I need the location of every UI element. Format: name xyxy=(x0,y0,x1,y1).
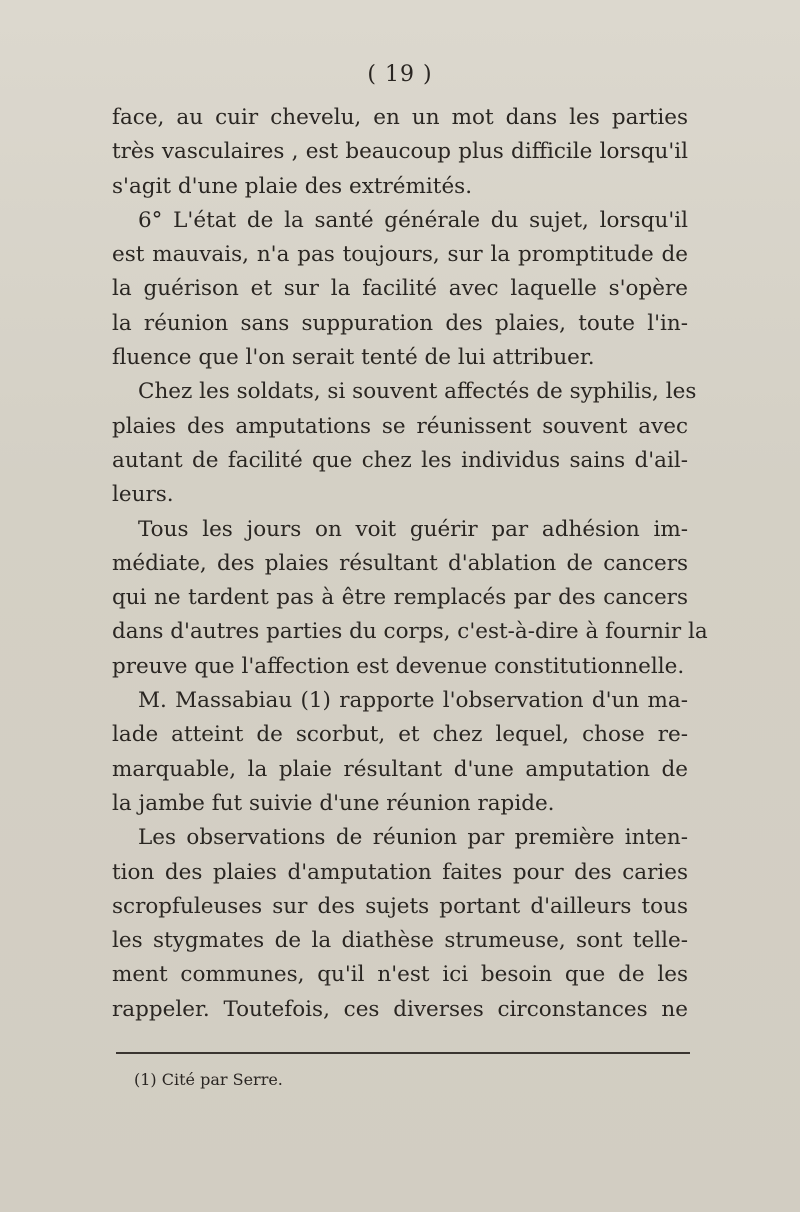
text-line: 6° L'état de la santé générale du sujet, lorsqu'il xyxy=(138,207,688,233)
footnote-separator xyxy=(116,1052,690,1054)
text-line: ment communes, qu'il n'est ici besoin que de les xyxy=(112,962,688,988)
text-line: lade atteint de scorbut, et chez lequel, chose re- xyxy=(112,722,688,748)
text-line: leurs. xyxy=(112,482,174,508)
text-line: qui ne tardent pas à être remplacés par des cancers xyxy=(112,585,688,611)
text-line: Tous les jours on voit guérir par adhésion im- xyxy=(138,516,688,542)
text-line: rappeler. Toutefois, ces diverses circonstances ne xyxy=(112,996,688,1022)
text-line: la guérison et sur la facilité avec laquelle s'opère xyxy=(112,276,688,302)
text-line: plaies des amputations se réunissent souvent avec xyxy=(112,413,688,439)
text-line: la jambe fut suivie d'une réunion rapide. xyxy=(112,790,555,816)
text-line: dans d'autres parties du corps, c'est-à-dire à fournir la xyxy=(112,619,708,645)
text-line: fluence que l'on serait tenté de lui attribuer. xyxy=(112,345,595,371)
text-line: médiate, des plaies résultant d'ablation de cancers xyxy=(112,550,688,576)
text-line: est mauvais, n'a pas toujours, sur la promptitude de xyxy=(112,242,688,268)
page-number: ( 19 ) xyxy=(367,62,433,87)
text-line: scropfuleuses sur des sujets portant d'ailleurs tous xyxy=(112,893,688,919)
text-line: Chez les soldats, si souvent affectés de syphilis, les xyxy=(138,379,697,405)
text-line: tion des plaies d'amputation faites pour des caries xyxy=(112,859,688,885)
text-line: preuve que l'affection est devenue constitutionnelle. xyxy=(112,653,685,679)
text-line: marquable, la plaie résultant d'une amputation de xyxy=(112,756,688,782)
footnote: (1) Cité par Serre. xyxy=(134,1070,283,1089)
text-line: Les observations de réunion par première inten- xyxy=(138,825,688,851)
text-line: s'agit d'une plaie des extrémités. xyxy=(112,173,473,199)
text-line: la réunion sans suppuration des plaies, toute l'in- xyxy=(112,310,688,336)
text-line: autant de facilité que chez les individus sains d'ail- xyxy=(112,447,688,473)
text-line: les stygmates de la diathèse strumeuse, sont telle- xyxy=(112,928,688,954)
text-line: très vasculaires , est beaucoup plus difficile lorsqu'il xyxy=(112,139,688,165)
text-line: face, au cuir chevelu, en un mot dans les parties xyxy=(112,105,688,130)
body-text xyxy=(112,101,708,1027)
text-line: M. Massabiau (1) rapporte l'observation d'un ma- xyxy=(138,688,688,714)
